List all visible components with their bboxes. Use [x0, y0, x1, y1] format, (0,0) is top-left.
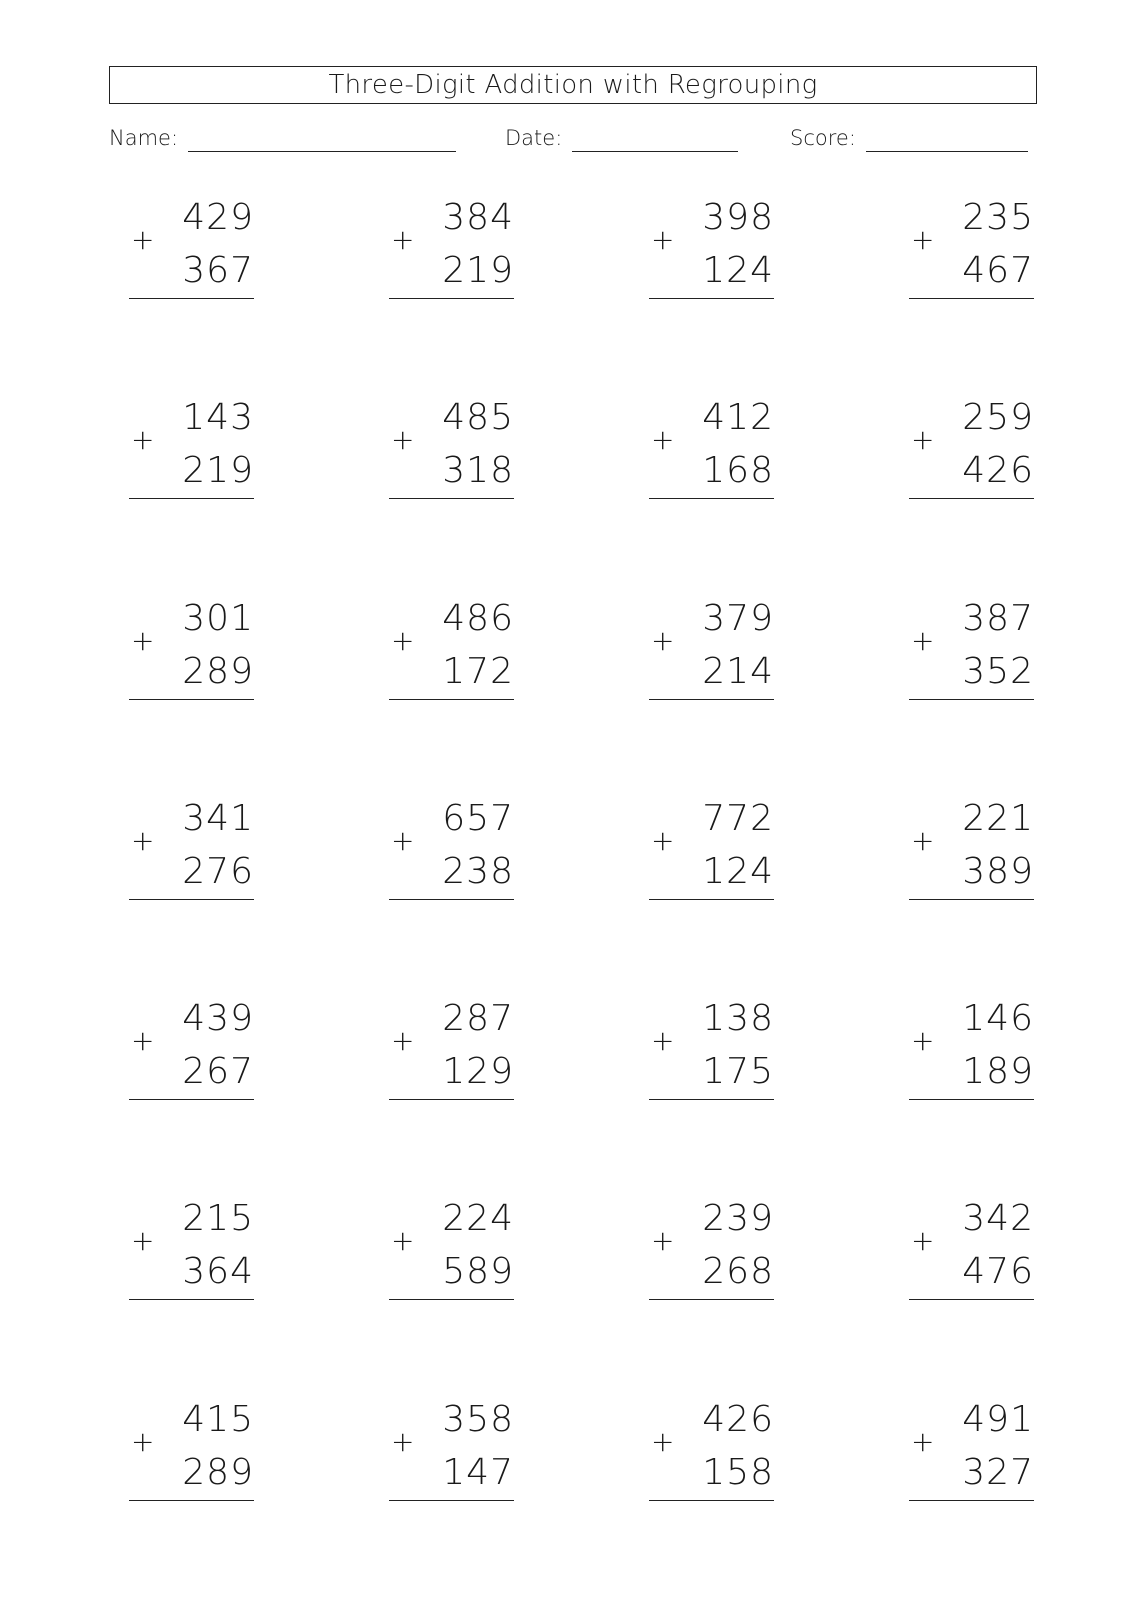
answer-line[interactable]: [389, 1500, 514, 1501]
addition-problem: [389, 198, 514, 308]
answer-line[interactable]: [649, 498, 774, 499]
top-addend: 143: [182, 397, 254, 438]
addition-problem: [649, 599, 774, 709]
addition-problem: [649, 1199, 774, 1309]
answer-line[interactable]: [649, 699, 774, 700]
top-addend: 398: [702, 197, 774, 238]
plus-sign: +: [391, 223, 415, 256]
addition-problem: [649, 799, 774, 909]
answer-line[interactable]: [909, 498, 1034, 499]
top-addend: 146: [962, 998, 1034, 1039]
answer-line[interactable]: [909, 699, 1034, 700]
plus-sign: +: [131, 824, 155, 857]
addition-problem: [909, 398, 1034, 508]
top-addend: 657: [442, 798, 514, 839]
top-addend: 485: [442, 397, 514, 438]
top-addend: 287: [442, 998, 514, 1039]
answer-line[interactable]: [649, 899, 774, 900]
top-addend: 415: [182, 1399, 254, 1440]
addition-problem: [129, 198, 254, 308]
addition-problem: [129, 1199, 254, 1309]
answer-line[interactable]: [389, 1299, 514, 1300]
info-row: [109, 124, 1037, 154]
addition-problem: [909, 799, 1034, 909]
plus-sign: +: [911, 624, 935, 657]
plus-sign: +: [391, 1024, 415, 1057]
answer-line[interactable]: [389, 699, 514, 700]
bottom-addend: 147: [442, 1452, 514, 1493]
plus-sign: +: [651, 223, 675, 256]
date-line[interactable]: [572, 127, 738, 152]
bottom-addend: 238: [442, 851, 514, 892]
bottom-addend: 124: [702, 250, 774, 291]
plus-sign: +: [131, 1425, 155, 1458]
top-addend: 221: [962, 798, 1034, 839]
bottom-addend: 158: [702, 1452, 774, 1493]
plus-sign: +: [391, 1425, 415, 1458]
top-addend: 429: [182, 197, 254, 238]
bottom-addend: 352: [962, 651, 1034, 692]
addition-problem: [389, 1199, 514, 1309]
bottom-addend: 389: [962, 851, 1034, 892]
answer-line[interactable]: [909, 899, 1034, 900]
bottom-addend: 289: [182, 651, 254, 692]
date-field: [505, 124, 738, 152]
answer-line[interactable]: [129, 1099, 254, 1100]
score-line[interactable]: [866, 127, 1028, 152]
answer-line[interactable]: [129, 899, 254, 900]
plus-sign: +: [911, 1024, 935, 1057]
addition-problem: [129, 999, 254, 1109]
bottom-addend: 364: [182, 1251, 254, 1292]
addition-problem: [389, 599, 514, 709]
answer-line[interactable]: [389, 498, 514, 499]
plus-sign: +: [651, 824, 675, 857]
addition-problem: [389, 398, 514, 508]
answer-line[interactable]: [389, 298, 514, 299]
date-label: Date:: [505, 126, 563, 150]
answer-line[interactable]: [129, 1500, 254, 1501]
addition-problem: [129, 599, 254, 709]
top-addend: 426: [702, 1399, 774, 1440]
top-addend: 486: [442, 598, 514, 639]
answer-line[interactable]: [129, 699, 254, 700]
addition-problem: [389, 1400, 514, 1510]
addition-problem: [129, 398, 254, 508]
bottom-addend: 327: [962, 1452, 1034, 1493]
top-addend: 358: [442, 1399, 514, 1440]
plus-sign: +: [911, 1224, 935, 1257]
answer-line[interactable]: [909, 1500, 1034, 1501]
addition-problem: [649, 999, 774, 1109]
bottom-addend: 268: [702, 1251, 774, 1292]
addition-problem: [129, 799, 254, 909]
addition-problem: [389, 799, 514, 909]
top-addend: 387: [962, 598, 1034, 639]
addition-problem: [909, 1199, 1034, 1309]
answer-line[interactable]: [649, 1500, 774, 1501]
top-addend: 215: [182, 1198, 254, 1239]
top-addend: 384: [442, 197, 514, 238]
answer-line[interactable]: [389, 899, 514, 900]
answer-line[interactable]: [649, 298, 774, 299]
plus-sign: +: [391, 1224, 415, 1257]
answer-line[interactable]: [909, 1299, 1034, 1300]
plus-sign: +: [651, 423, 675, 456]
bottom-addend: 318: [442, 450, 514, 491]
top-addend: 235: [962, 197, 1034, 238]
plus-sign: +: [391, 824, 415, 857]
plus-sign: +: [131, 423, 155, 456]
top-addend: 341: [182, 798, 254, 839]
score-field: [790, 124, 1028, 152]
bottom-addend: 172: [442, 651, 514, 692]
addition-problem: [909, 599, 1034, 709]
plus-sign: +: [911, 423, 935, 456]
bottom-addend: 129: [442, 1051, 514, 1092]
name-line[interactable]: [188, 127, 456, 152]
bottom-addend: 589: [442, 1251, 514, 1292]
addition-problem: [909, 1400, 1034, 1510]
plus-sign: +: [911, 824, 935, 857]
top-addend: 412: [702, 397, 774, 438]
answer-line[interactable]: [129, 298, 254, 299]
plus-sign: +: [911, 1425, 935, 1458]
addition-problem: [649, 398, 774, 508]
bottom-addend: 219: [442, 250, 514, 291]
addition-problem: [129, 1400, 254, 1510]
top-addend: 259: [962, 397, 1034, 438]
bottom-addend: 214: [702, 651, 774, 692]
plus-sign: +: [131, 223, 155, 256]
name-label: Name:: [109, 126, 179, 150]
plus-sign: +: [651, 1224, 675, 1257]
addition-problem: [909, 198, 1034, 308]
addition-problem: [649, 1400, 774, 1510]
bottom-addend: 367: [182, 250, 254, 291]
top-addend: 491: [962, 1399, 1034, 1440]
answer-line[interactable]: [389, 1099, 514, 1100]
plus-sign: +: [131, 1024, 155, 1057]
plus-sign: +: [391, 423, 415, 456]
plus-sign: +: [131, 1224, 155, 1257]
top-addend: 224: [442, 1198, 514, 1239]
bottom-addend: 175: [702, 1051, 774, 1092]
bottom-addend: 189: [962, 1051, 1034, 1092]
bottom-addend: 467: [962, 250, 1034, 291]
plus-sign: +: [911, 223, 935, 256]
bottom-addend: 426: [962, 450, 1034, 491]
answer-line[interactable]: [649, 1299, 774, 1300]
score-label: Score:: [790, 126, 856, 150]
bottom-addend: 219: [182, 450, 254, 491]
top-addend: 239: [702, 1198, 774, 1239]
worksheet-title: Three-Digit Addition with Regrouping: [109, 66, 1037, 104]
answer-line[interactable]: [129, 1299, 254, 1300]
answer-line[interactable]: [909, 298, 1034, 299]
top-addend: 379: [702, 598, 774, 639]
addition-problem: [909, 999, 1034, 1109]
plus-sign: +: [651, 624, 675, 657]
bottom-addend: 124: [702, 851, 774, 892]
plus-sign: +: [651, 1024, 675, 1057]
plus-sign: +: [131, 624, 155, 657]
top-addend: 301: [182, 598, 254, 639]
plus-sign: +: [391, 624, 415, 657]
addition-problem: [389, 999, 514, 1109]
top-addend: 342: [962, 1198, 1034, 1239]
bottom-addend: 168: [702, 450, 774, 491]
name-field: [109, 124, 456, 152]
answer-line[interactable]: [909, 1099, 1034, 1100]
top-addend: 772: [702, 798, 774, 839]
top-addend: 439: [182, 998, 254, 1039]
answer-line[interactable]: [649, 1099, 774, 1100]
bottom-addend: 276: [182, 851, 254, 892]
addition-problem: [649, 198, 774, 308]
bottom-addend: 267: [182, 1051, 254, 1092]
answer-line[interactable]: [129, 498, 254, 499]
plus-sign: +: [651, 1425, 675, 1458]
bottom-addend: 289: [182, 1452, 254, 1493]
bottom-addend: 476: [962, 1251, 1034, 1292]
top-addend: 138: [702, 998, 774, 1039]
